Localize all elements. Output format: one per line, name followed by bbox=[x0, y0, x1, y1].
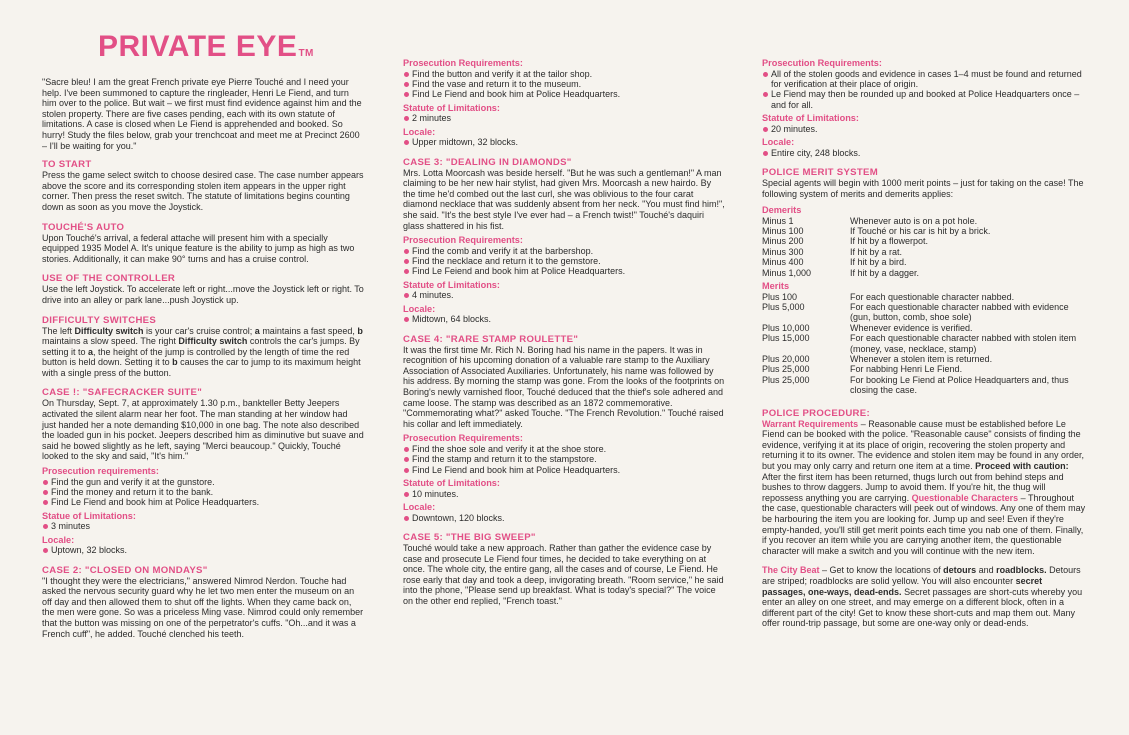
condition-cell: If hit by a flowerpot. bbox=[850, 236, 929, 247]
list-item: Find the vase and return it to the museum. bbox=[403, 79, 725, 89]
case-text: It was the first time Mr. Rich N. Boring had his name in the papers. It was in recognition of his upcoming donation of a valuable rare stamp to the Auxiliary Association of Associated Auxiliaries. Unfortunately, his name was followed by his address. By morning the stamp was gone. From the looks of the footprints on Boring's newly varnished floor, Touché deduced that the thief's sole adhered and came loose. The stamp was described as an 1872 commemorative. "Commemorating what?" asked Touche. "The French Revolution." Touché raised his collar and left immediately. bbox=[403, 344, 725, 429]
section-heading: POLICE PROCEDURE: bbox=[762, 407, 870, 419]
demerits-table bbox=[762, 216, 990, 278]
points-cell: Minus 200 bbox=[762, 236, 804, 247]
demerits-heading: Demerits bbox=[762, 205, 802, 216]
list-item: Find the comb and verify it at the barbershop. bbox=[403, 246, 725, 256]
case-text: Touché would take a new approach. Rather than gather the evidence case by case and prosecute Le Fiend four times, he decided to take everything on at once. The whole city, the entire gang, all the cases and of course, Le Fiend. He rose early that day and took a deep, invigorating breath. "Room service," he said into the phone, "Please send up breakfast. What is today's special?" The voice on the other end replied, "French toast." bbox=[403, 542, 724, 606]
section-to-start bbox=[42, 159, 364, 212]
section-difficulty bbox=[42, 315, 364, 379]
prosecution-list bbox=[403, 444, 725, 475]
condition-cell: If hit by a rat. bbox=[850, 246, 903, 257]
points-cell: Plus 100 bbox=[762, 291, 798, 302]
locale-value: Uptown, 32 blocks. bbox=[42, 545, 364, 555]
condition-cell: For nabbing Henri Le Fiend. bbox=[850, 364, 963, 375]
list-item: Find the shoe sole and verify it at the shoe store. bbox=[403, 444, 725, 454]
condition-cell: If Touché or his car is hit by a brick. bbox=[850, 226, 991, 237]
demerit-row bbox=[762, 257, 990, 267]
section-auto bbox=[42, 222, 364, 265]
statute-value: 20 minutes. bbox=[762, 124, 1087, 134]
merit-row bbox=[762, 364, 1087, 374]
list-item: Find Le Feiend and book him at Police Headquarters. bbox=[403, 266, 725, 276]
list-item: Find the stamp and return it to the stampstore. bbox=[403, 454, 725, 464]
case-5-intro bbox=[403, 532, 725, 607]
prosecution-list bbox=[403, 69, 725, 100]
case-1 bbox=[42, 387, 364, 555]
statute-heading: Statute of Limitations: bbox=[403, 102, 500, 113]
merits-table bbox=[762, 292, 1087, 396]
locale-value: Midtown, 64 blocks. bbox=[403, 314, 725, 324]
case-text: Mrs. Lotta Moorcash was beside herself. "But he was such a gentleman!" A man claiming to be her new hair stylist, had given Mrs. Moorcash a new hairdo. By the time he'd combed out the last curl, she was oblivious to the four carat diamond necklace that was suddenly absent from her neck. "You must find him!", she said. "It's the best style I've ever had – a French twist!" Touché's daquiri glass shattered in his fist. bbox=[403, 167, 725, 231]
statute-value: 2 minutes bbox=[403, 113, 725, 123]
list-item: Find the money and return it to the bank. bbox=[42, 487, 364, 497]
merit-row bbox=[762, 375, 1087, 396]
locale-heading: Locale: bbox=[403, 303, 436, 314]
procedure-text: Warrant Requirements – Reasonable cause must be established before Le Fiend can be booked with the police. "Reasonable cause" consists of finding the evidence, verifying it at its place of origin, recovering the stolen property and returning it to its owner. The evidence and stolen item may be found in any order, but you may only carry and return one item at a time. Proceed with caution: After the first item has been returned, thugs lurch out from behind steps and bushes to throw daggers. Jump to avoid them. If you're hit, the thug will repossess anything you are carrying. Questionable Characters – Throughout the case, questionable characters will peek out of windows. Any one of them may be harbouring the item you are looking for. Jump up and see! Even if they're empty-handed, you'll still get merit points each time you nab one of them. Finally, if you recover an item while you are carrying another item, the questionable character will make a switch and you will continue with the new item. bbox=[762, 418, 1086, 556]
statute-value: 10 minutes. bbox=[403, 489, 725, 499]
condition-cell: For each questionable character nabbed. bbox=[850, 291, 1015, 302]
condition-cell: Whenever evidence is verified. bbox=[850, 322, 973, 333]
column-left bbox=[42, 30, 364, 648]
section-text: Upon Touché's arrival, a federal attache will present him with a specially equipped 1935 Model A. It's unique feature is the ability to jump as high as two stories. Additionally, it can make 90° turns and has a cruise control. bbox=[42, 232, 355, 264]
section-heading: DIFFICULTY SWITCHES bbox=[42, 314, 157, 326]
list-item: Find the gun and verify it at the gunstore. bbox=[42, 477, 364, 487]
condition-cell: For each questionable character nabbed with stolen item (money, vase, necklace, stamp) bbox=[850, 333, 1077, 354]
points-cell: Minus 300 bbox=[762, 246, 804, 257]
list-item: All of the stolen goods and evidence in cases 1–4 must be found and returned for verification at their place of origin. bbox=[762, 69, 1087, 90]
merit-row bbox=[762, 302, 1087, 323]
points-cell: Plus 5,000 bbox=[762, 301, 805, 312]
statute-heading: Statute of Limitations: bbox=[403, 279, 500, 290]
locale-heading: Locale: bbox=[42, 534, 75, 545]
case-text: "I thought they were the electricians," answered Nimrod Nerdon. Touche had asked the nervous security guard why he let two men enter the museum on an off day and then allowed them to shut off the lights. When they came back on, the men were gone. So was a priceless Ming vase. Nimrod could only remember that the button was missing on one of the perpetrator's cuffs. "Oh...and it was a French cuff", he added. Touché clenched his teeth. bbox=[42, 575, 364, 639]
section-controller bbox=[42, 273, 364, 305]
demerit-row bbox=[762, 236, 990, 246]
section-heading: TO START bbox=[42, 159, 92, 171]
prosecution-list bbox=[403, 246, 725, 277]
demerit-row bbox=[762, 247, 990, 257]
section-text: The left Difficulty switch is your car's cruise control; a maintains a fast speed, b maintains a slow speed. The right Difficulty switch controls the car's jumps. By setting it to a, the height of the jump is controlled by the length of time the red button is held down. Setting it to b causes the car to jump to its maximum height with a single press of the button. bbox=[42, 325, 363, 378]
section-heading: TOUCHÉ'S AUTO bbox=[42, 221, 125, 233]
points-cell: Plus 25,000 bbox=[762, 374, 810, 385]
statute-value: 4 minutes. bbox=[403, 290, 725, 300]
points-cell: Minus 1,000 bbox=[762, 267, 812, 278]
section-heading: USE OF THE CONTROLLER bbox=[42, 273, 176, 285]
statute-value: 3 minutes bbox=[42, 521, 364, 531]
prosecution-heading: Prosecution Requirements: bbox=[403, 433, 523, 444]
case-heading: CASE 5: "THE BIG SWEEP" bbox=[403, 531, 536, 543]
statute-heading: Statue of Limitations: bbox=[42, 510, 136, 521]
police-procedure bbox=[762, 408, 1087, 629]
prosecution-heading: Prosecution requirements: bbox=[42, 466, 159, 477]
case-5-requirements bbox=[762, 58, 1087, 158]
demerit-row bbox=[762, 268, 990, 278]
points-cell: Minus 100 bbox=[762, 226, 804, 237]
case-heading: CASE 4: "RARE STAMP ROULETTE" bbox=[403, 333, 579, 345]
statute-heading: Statute of Limitations: bbox=[762, 113, 859, 124]
merit-row bbox=[762, 323, 1087, 333]
case-heading: CASE 2: "CLOSED ON MONDAYS" bbox=[42, 564, 208, 576]
condition-cell: Whenever auto is on a pot hole. bbox=[850, 215, 978, 226]
list-item: Find Le Fiend and book him at Police Headquarters. bbox=[42, 497, 364, 507]
case-2-intro bbox=[42, 565, 364, 640]
merit-row bbox=[762, 333, 1087, 354]
condition-cell: Whenever a stolen item is returned. bbox=[850, 354, 993, 364]
list-item: Find Le Fiend and book him at Police Headquarters. bbox=[403, 89, 725, 99]
column-right bbox=[762, 58, 1087, 638]
points-cell: Minus 1 bbox=[762, 215, 794, 226]
case-heading: CASE !: "SAFECRACKER SUITE" bbox=[42, 387, 203, 399]
prosecution-list bbox=[42, 477, 364, 508]
intro-text: "Sacre bleu! I am the great French private eye Pierre Touché and I need your help. I've been summoned to capture the ringleader, Henri Le Fiend, and turn him over to the police. But wait – we first must find evidence against him and the stolen property. There are five cases pending, each with its own statute of limitations. A case is closed when Le Fiend is apprehended and booked. So hurry! Study the files below, grab your trenchcoat and meet me at Precinct 2600 – I'll be waiting for you." bbox=[42, 77, 362, 151]
prosecution-heading: Prosecution Requirements: bbox=[762, 58, 882, 68]
locale-heading: Locale: bbox=[403, 502, 436, 512]
points-cell: Plus 20,000 bbox=[762, 354, 810, 364]
page-title: PRIVATE EYETM bbox=[98, 30, 314, 63]
condition-cell: If hit by a bird. bbox=[850, 257, 907, 268]
points-cell: Plus 10,000 bbox=[762, 322, 810, 333]
locale-value: Entire city, 248 blocks. bbox=[762, 148, 1087, 158]
section-text: Press the game select switch to choose desired case. The case number appears above the score and its corresponding stolen item appears in the upper right corner. Then press the reset switch. The statute of limitations begins counting down as soon as you move the Joystick. bbox=[42, 170, 364, 212]
condition-cell: If hit by a dagger. bbox=[850, 267, 920, 278]
points-cell: Plus 25,000 bbox=[762, 364, 810, 375]
merit-row bbox=[762, 292, 1087, 302]
locale-value: Downtown, 120 blocks. bbox=[403, 513, 725, 523]
column-middle bbox=[403, 58, 725, 615]
case-heading: CASE 3: "DEALING IN DIAMONDS" bbox=[403, 156, 572, 168]
merit-row bbox=[762, 354, 1087, 364]
case-3 bbox=[403, 157, 725, 325]
trademark-mark: TM bbox=[298, 48, 314, 59]
list-item: Le Fiend may then be rounded up and booked at Police Headquarters once – and for all. bbox=[762, 89, 1087, 110]
section-text: Use the left Joystick. To accelerate left or right...move the Joystick left or right. To drive into an alley or park lane...push Joystick up. bbox=[42, 284, 364, 305]
points-cell: Minus 400 bbox=[762, 257, 804, 268]
merit-intro: Special agents will begin with 1000 merit points – just for taking on the case! The following system of merits and demerits applies: bbox=[762, 177, 1084, 199]
locale-value: Upper midtown, 32 blocks. bbox=[403, 137, 725, 147]
case-4 bbox=[403, 334, 725, 523]
list-item: Find the necklace and return it to the gemstore. bbox=[403, 256, 725, 266]
points-cell: Plus 15,000 bbox=[762, 333, 810, 344]
demerit-row bbox=[762, 226, 990, 236]
list-item: Find Le Fiend and book him at Police Headquarters. bbox=[403, 465, 725, 475]
merit-system bbox=[762, 167, 1087, 396]
city-beat-text: The City Beat – Get to know the locations of detours and roadblocks. Detours are striped; roadblocks are solid yellow. You will also encounter secret passages, one-ways, dead-ends. Secret passages are short-cuts whereby you enter an alley on one street, and may emerge on a different block, often in a different part of the city! Get to know these short-cuts and map them out. Many offer round-trip passage, but some are one-way only or dead-ends. bbox=[762, 565, 1083, 629]
locale-heading: Locale: bbox=[762, 137, 795, 148]
demerit-row bbox=[762, 216, 990, 226]
condition-cell: For each questionable character nabbed with evidence (gun, button, comb, shoe sole) bbox=[850, 301, 1069, 323]
section-heading: POLICE MERIT SYSTEM bbox=[762, 166, 879, 178]
locale-heading: Locale: bbox=[403, 126, 436, 137]
prosecution-list bbox=[762, 69, 1087, 111]
list-item: Find the button and verify it at the tailor shop. bbox=[403, 69, 725, 79]
statute-heading: Statute of Limitations: bbox=[403, 478, 500, 489]
prosecution-heading: Prosecution Requirements: bbox=[403, 235, 523, 246]
case-text: On Thursday, Sept. 7, at approximately 1.30 p.m., bankteller Betty Jeepers activated the silent alarm near her foot. The man standing at her window had just handed her a note demanding $10,000 in one bag. The note also described the loaded gun in his pocket. Jeepers described him as diminutive but suave and said he bowed slightly as he left, saying "Merci beaucoup." Quickly, Touché looked to the sky and said, "It's him." bbox=[42, 398, 364, 462]
merits-heading: Merits bbox=[762, 281, 790, 292]
condition-cell: For booking Le Fiend at Police Headquarters and, thus closing the case. bbox=[850, 374, 1069, 396]
case-2-requirements bbox=[403, 58, 725, 148]
prosecution-heading: Prosecution Requirements: bbox=[403, 58, 523, 68]
